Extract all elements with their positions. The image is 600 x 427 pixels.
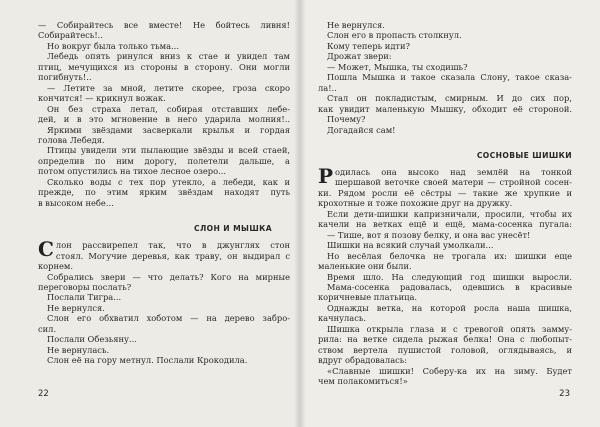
text-line: Дрожат звери: <box>327 51 392 62</box>
text-line: голова Лебедя. <box>38 134 105 145</box>
text-line: Мама-сосенка радовалась, одевшись в красивые <box>327 281 572 292</box>
text-line: лон рассвирепел так, что в джунглях стон <box>55 240 290 251</box>
text-line: качнулась. <box>318 313 367 324</box>
text-line: кончится! — крикнул вожак. <box>38 93 166 104</box>
text-line: Почему? <box>327 114 366 125</box>
text-line: дей, и в это мгновение в него ударила молния!.. <box>38 114 290 125</box>
text-line: переговоры послать? <box>38 281 132 292</box>
text-line: коричневые платьица. <box>318 292 418 303</box>
text-line: Однажды ветка, на которой росла наша шишка, <box>327 302 572 313</box>
text-line: потом опустились на тихое лесное озеро... <box>38 166 226 177</box>
text-line: Слон её на гору метнул. Послали Крокодила. <box>47 355 248 366</box>
text-line: как увидит маленькую Мышку, обходит её стороной. <box>318 103 572 114</box>
text-line: рила: на ветке сидела рыжая белка! Она с любопыт- <box>318 334 572 345</box>
story2-opening <box>38 240 290 271</box>
story3-text <box>318 198 572 386</box>
text-line: одилась она высоко над землёй на тонкой <box>335 166 572 177</box>
text-line: погибнуть!.. <box>38 72 92 83</box>
text-line: — Тише, вот я позову белку, и она вас унесёт! <box>327 229 531 240</box>
text-line: Шишка открыла глаза и с тревогой опять замму- <box>327 323 572 334</box>
text-line: Догадайся сам! <box>327 124 396 135</box>
book-gutter <box>294 0 306 427</box>
text-line: Яркими звёздами засверкали крылья и гордая <box>47 124 290 135</box>
text-line: Если дети-шишки капризничали, просили, чтобы их <box>327 208 572 219</box>
drop-cap: С <box>38 240 54 262</box>
story3-opening <box>318 167 572 198</box>
text-line: «Славные шишки! Соберу-ка их на зиму. Будет <box>327 365 572 376</box>
drop-cap: Р <box>318 166 334 188</box>
text-line: Лебедь опять ринулся вниз к стае и увидел там <box>47 51 290 62</box>
text-line: маленькие они были. <box>318 261 412 272</box>
text-line: птиц, мечущихся из стороны в сторону. Они могли <box>38 61 290 72</box>
text-line: стоял. Могучие деревья, как траву, он выдирал с <box>55 250 290 261</box>
text-line: Он без страха летал, собирая отставших лебе- <box>47 103 290 114</box>
text-line: — Может, Мышка, ты сходишь? <box>327 61 468 72</box>
text-line: Кому теперь идти? <box>327 40 411 51</box>
text-line: Птицы увидели эти пылающие звёзды и всей стаей, <box>47 145 290 156</box>
text-line: прежде, по этим ярким звёздам находят путь <box>38 187 290 198</box>
page-number: 22 <box>38 389 49 399</box>
text-line: качели на ветках ещё и ещё, мама-сосенка пугала: <box>318 219 572 230</box>
text-line: Послали Тигра... <box>47 292 122 303</box>
text-line: вдруг обрадовалась: <box>318 355 408 366</box>
story2-text <box>38 272 290 366</box>
text-line: ла!.. <box>318 82 337 93</box>
text-line: Сколько воды с тех пор утекло, а лебеди, как и <box>47 176 290 187</box>
text-line: сил. <box>38 323 57 334</box>
text-line: определив по ним дорогу, полетели дальше, а <box>38 155 290 166</box>
text-line: крохотные и тоже похожие друг на дружку. <box>318 198 513 209</box>
text-line: Не вернулся. <box>47 302 105 313</box>
text-line: Не вернулась. <box>47 344 110 355</box>
text-line: Но вокруг была только тьма... <box>47 40 179 51</box>
story1-text <box>38 20 290 208</box>
text-line: ки. Рядом росли её сёстры — такие же хрупкие и <box>318 187 572 198</box>
story2-continued <box>318 20 572 135</box>
text-line: Послали Обезьяну... <box>47 334 137 345</box>
text-line: ством вертела пушистой головой, оглядываясь, и <box>318 344 572 355</box>
text-line: — Собирайтесь все вместе! Не бойтесь ливня! <box>38 20 290 30</box>
text-line: Слон его обхватил хоботом — на дерево забро- <box>47 313 290 324</box>
text-line: — Летите за мной, летите скорее, гроза скоро <box>47 82 290 93</box>
text-line: Но весёлая белочка не трогала их: шишки еще <box>327 250 572 261</box>
text-line: Собирайтесь!.. <box>38 30 103 41</box>
text-line: шершавой веточке своей матери — стройной сосен- <box>335 177 572 188</box>
story-title: СОСНОВЫЕ ШИШКИ <box>476 150 572 160</box>
text-line: корнем. <box>38 261 74 272</box>
text-line: в высоком небе... <box>38 197 114 208</box>
right-page <box>300 0 600 427</box>
text-line: чем полакомиться!» <box>318 376 408 387</box>
text-line: Слон его в пропасть столкнул. <box>327 30 462 41</box>
text-line: Не вернулся. <box>327 20 385 30</box>
story-title: СЛОН И МЫШКА <box>193 224 272 234</box>
text-line: Шишки на всякий случай умолкали... <box>327 240 494 251</box>
text-line: Стал он покладистым, смирным. И до сих пор, <box>327 93 572 104</box>
page-number: 23 <box>559 389 570 399</box>
text-line: Время шло. На следующий год шишки выросли. <box>327 271 572 282</box>
text-line: Собрались звери — что делать? Кого на мирные <box>47 271 290 282</box>
text-line: Пошла Мышка и такое сказала Слону, такое сказа- <box>327 72 572 83</box>
